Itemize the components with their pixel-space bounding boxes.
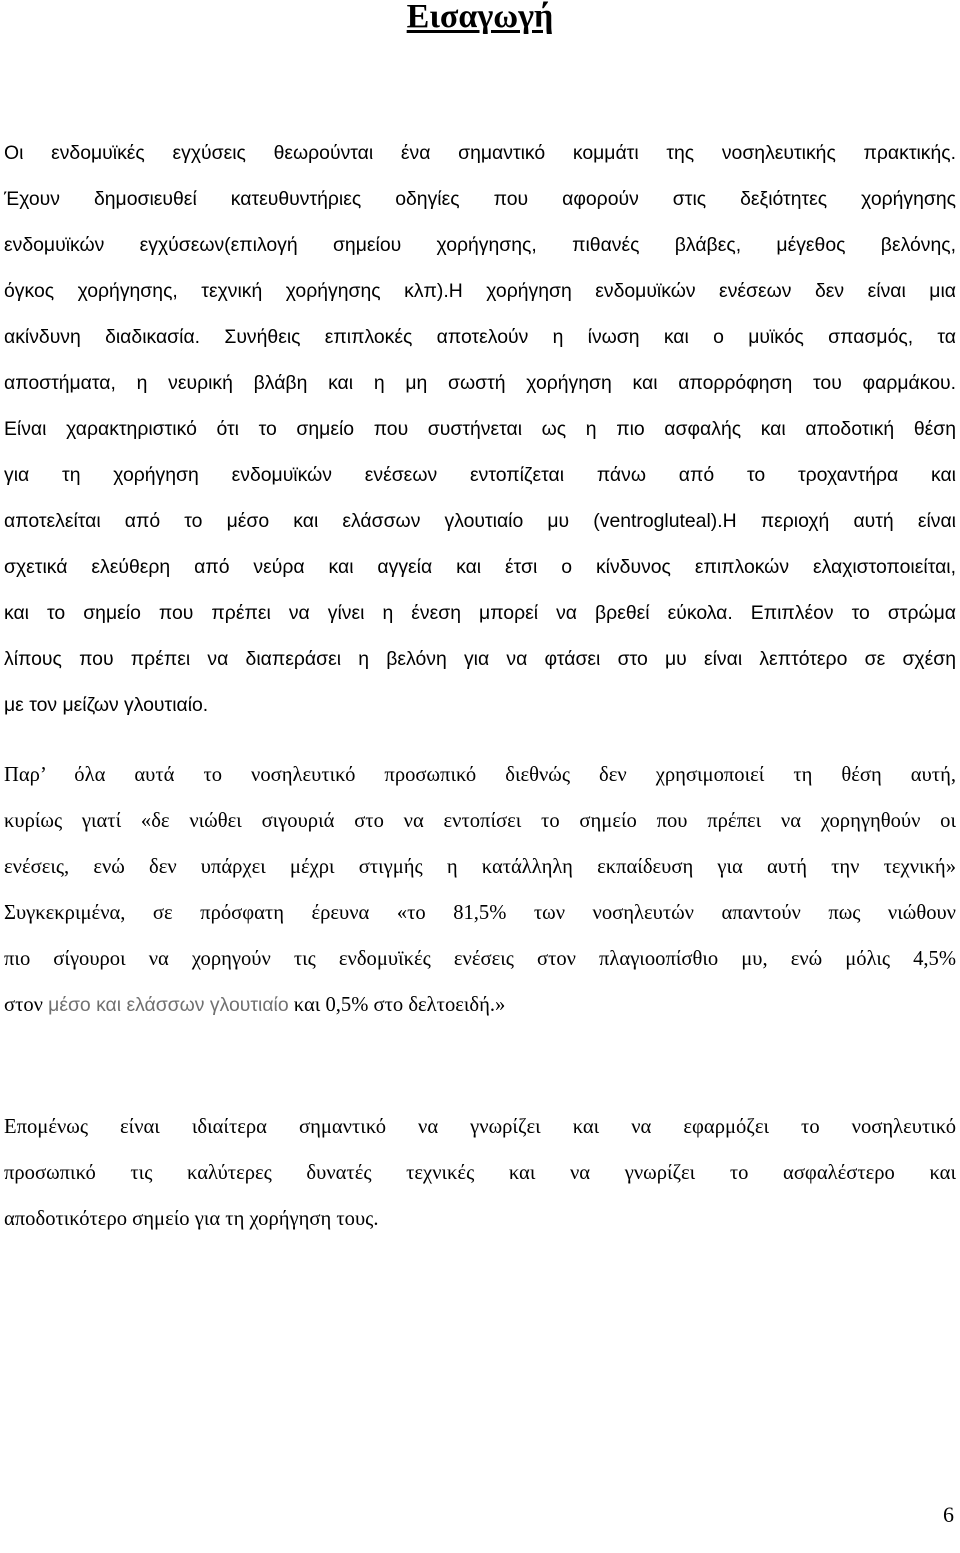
text-line: αποδοτικότερο σημείο για τη χορήγηση τους. [4, 1208, 379, 1230]
paragraph-introduction [4, 130, 956, 728]
text-line: Συγκεκριμένα, σε πρόσφατη έρευνα «το 81,5% των νοσηλευτών απαντούν πως νιώθουν [4, 902, 956, 924]
text-line: αποστήματα, η νευρική βλάβη και η μη σωστή χορήγηση και απορρόφηση του φαρμάκου. [4, 372, 956, 394]
text-line: Είναι χαρακτηριστικό ότι το σημείο που συστήνεται ως η πιο ασφαλής και αποδοτική θέση [4, 418, 956, 440]
text-line: πιο σίγουροι να χορηγούν τις ενδομυϊκές ενέσεις στον πλαγιοοπίσθιο μυ, ενώ μόλις 4,5% [4, 948, 956, 970]
text-fragment: και 0,5% στο δελτοειδή.» [288, 994, 506, 1016]
text-line: κυρίως γιατί «δε νιώθει σιγουριά στο να εντοπίσει το σημείο που πρέπει να χορηγηθούν οι [4, 810, 956, 832]
text-line: για τη χορήγηση ενδομυϊκών ενέσεων εντοπίζεται πάνω από το τροχαντήρα και [4, 464, 956, 486]
text-line: λίπους που πρέπει να διαπεράσει η βελόνη για να φτάσει στο μυ είναι λεπτότερο σε σχέση [4, 648, 956, 670]
text-line [4, 982, 956, 1028]
page-number: 6 [943, 1502, 954, 1527]
text-line: σχετικά ελεύθερη από νεύρα και αγγεία και έτσι ο κίνδυνος επιπλοκών ελαχιστοποιείται, [4, 556, 956, 578]
paragraph-survey [4, 752, 956, 1028]
text-line: Οι ενδομυϊκές εγχύσεις θεωρούνται ένα σημαντικό κομμάτι της νοσηλευτικής πρακτικής. [4, 142, 956, 164]
text-line: προσωπικό τις καλύτερες δυνατές τεχνικές και να γνωρίζει το ασφαλέστερο και [4, 1162, 956, 1184]
text-line: Έχουν δημοσιευθεί κατευθυντήριες οδηγίες που αφορούν στις δεξιότητες χορήγησης [4, 188, 956, 210]
page-title: Εισαγωγή [406, 0, 554, 35]
text-line: ενδομυϊκών εγχύσεων(επιλογή σημείου χορήγησης, πιθανές βλάβες, μέγεθος βελόνης, [4, 234, 956, 256]
text-line: και το σημείο που πρέπει να γίνει η ένεση μπορεί να βρεθεί εύκολα. Επιπλέον το στρώμα [4, 602, 956, 624]
paragraph-conclusion [4, 1104, 956, 1242]
text-line: αποτελείται από το μέσο και ελάσσων γλουτιαίο μυ (ventrogluteal).Η περιοχή αυτή είναι [4, 510, 956, 532]
highlighted-phrase: μέσο και ελάσσων γλουτιαίο [48, 994, 289, 1016]
text-line: Παρ’ όλα αυτά το νοσηλευτικό προσωπικό διεθνώς δεν χρησιμοποιεί τη θέση αυτή, [4, 764, 956, 786]
text-line: ακίνδυνη διαδικασία. Συνήθεις επιπλοκές αποτελούν η ίνωση και ο μυϊκός σπασμός, τα [4, 326, 956, 348]
text-line: ενέσεις, ενώ δεν υπάρχει μέχρι στιγμής η κατάλληλη εκπαίδευση για αυτή την τεχνική» [4, 856, 956, 878]
text-line: όγκος χορήγησης, τεχνική χορήγησης κλπ).Η χορήγηση ενδομυϊκών ενέσεων δεν είναι μια [4, 280, 956, 302]
text-line: με τον μείζων γλουτιαίο. [4, 694, 209, 716]
text-fragment: στον [4, 994, 49, 1016]
text-line: Επομένως είναι ιδιαίτερα σημαντικό να γνωρίζει και να εφαρμόζει το νοσηλευτικό [4, 1116, 956, 1138]
